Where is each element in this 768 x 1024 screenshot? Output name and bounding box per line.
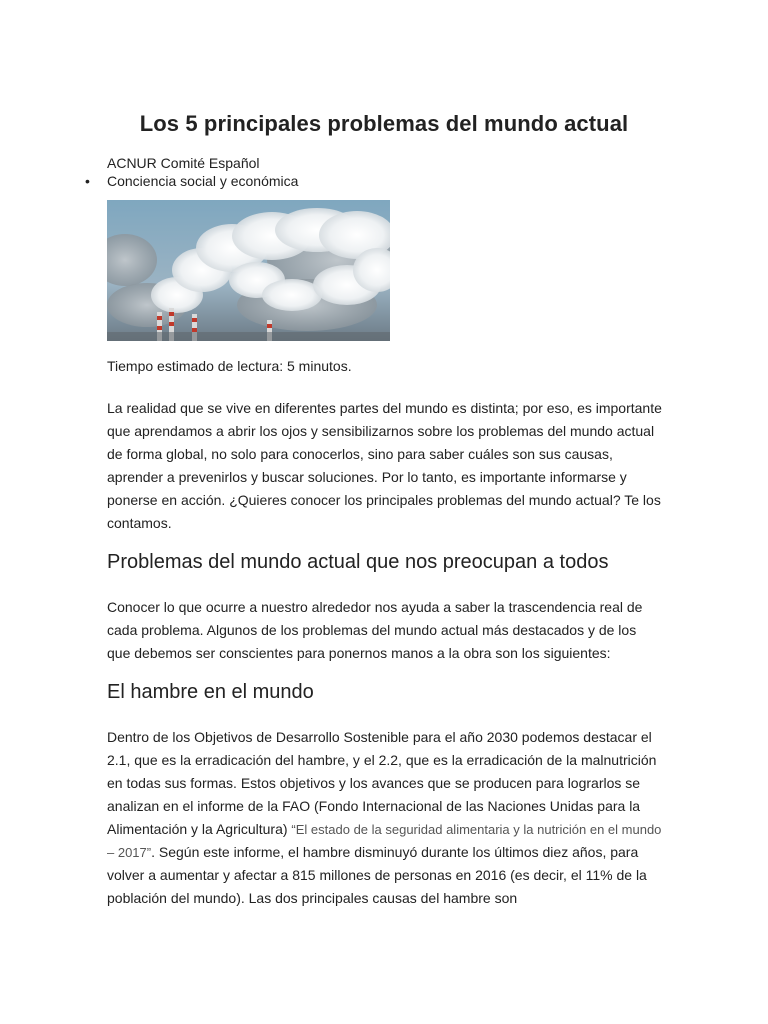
smokestack-illustration [107, 200, 390, 341]
tag-item[interactable] [85, 173, 299, 189]
section-heading-hambre: El hambre en el mundo [107, 681, 314, 703]
bullet-icon: • [85, 173, 90, 189]
tag-label: Conciencia social y económica [107, 173, 299, 189]
section-heading-problemas: Problemas del mundo actual que nos preocupan a todos [107, 551, 609, 573]
tag-list [85, 173, 299, 189]
hambre-text-2: . Según este informe, el hambre disminuyó durante los últimos diez años, para volver a aumentar y afectar a 815 millones de personas en 2016 (es decir, el 11% de la población del mundo). Las dos principales causas del hambre son [107, 844, 647, 906]
hero-image-smokestacks [107, 200, 390, 341]
hambre-text-1: Dentro de los Objetivos de Desarrollo Sostenible para el año 2030 podemos destacar el 2.1, que es la erradicación del hambre, y el 2.2, que es la erradicación de la malnutrición en todas sus formas. Estos objetivos y los avances que se producen para lograrlos se analizan en el informe de la FAO (Fondo Internacional de las Naciones Unidas para la Alimentación y la Agricultura) [107, 729, 657, 837]
reading-time: Tiempo estimado de lectura: 5 minutos. [107, 358, 352, 374]
section-paragraph-problemas: Conocer lo que ocurre a nuestro alrededor nos ayuda a saber la trascendencia real de cada problema. Algunos de los problemas del mundo actual más destacados y de los que debemos ser conscientes para ponernos manos a la obra son los siguientes: [107, 599, 643, 661]
report-title-link[interactable]: “El estado de la seguridad alimentaria y la nutrición en el mundo – 2017” [107, 822, 662, 860]
intro-paragraph: La realidad que se vive en diferentes partes del mundo es distinta; por eso, es importante que aprendamos a abrir los ojos y sensibilizarnos sobre los problemas del mundo actual de forma global, no solo para conocerlos, sino para saber cuáles son sus causas, aprender a prevenirlos y buscar soluciones. Por lo tanto, es importante informarse y ponerse en acción. ¿Quieres conocer los principales problemas del mundo actual? Te los contamos. [107, 400, 662, 531]
author-name: ACNUR Comité Español [107, 155, 260, 171]
section-paragraph-hambre [107, 726, 662, 910]
page-title: Los 5 principales problemas del mundo actual [139, 111, 629, 136]
ground-haze [107, 332, 390, 341]
